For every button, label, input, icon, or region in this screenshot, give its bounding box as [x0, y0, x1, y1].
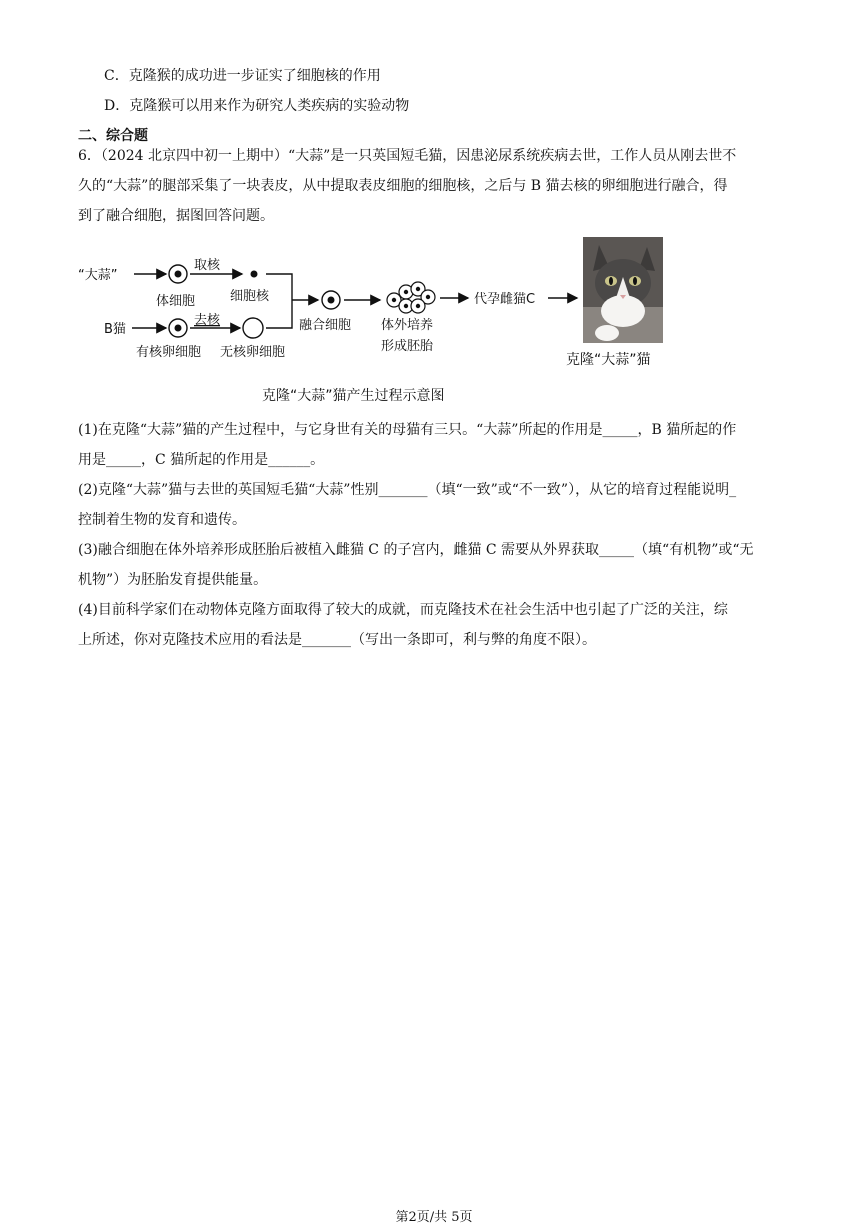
q3-line-1: (3)融合细胞在体外培养形成胚胎后被植入雌猫 C 的子宫内，雌猫 C 需要从外界获取_____（填“有机物”或“无: [78, 542, 754, 558]
label-take-nucleus: 取核: [194, 258, 221, 273]
merge-bracket: [266, 274, 292, 328]
embryo-icon: [387, 282, 435, 313]
q2-line-2: 控制着生物的发育和遗传。: [78, 512, 246, 528]
q2-line-1: (2)克隆“大蒜”猫与去世的英国短毛猫“大蒜”性别_______（填“一致”或“不一致”），从它的培育过程能说明_: [78, 482, 737, 498]
label-body-cell: 体细胞: [156, 294, 196, 309]
enucleated-egg-icon: [243, 318, 263, 338]
label-b-cat: B猫: [104, 322, 126, 337]
diagram-caption: 克隆“大蒜”猫产生过程示意图: [262, 388, 445, 404]
clone-cat-label: 克隆“大蒜”猫: [566, 352, 651, 368]
cloned-cat-photo: [583, 237, 663, 343]
label-culture-2: 形成胚胎: [381, 339, 434, 354]
question-line-2: 久的“大蒜”的腿部采集了一块表皮，从中提取表皮细胞的细胞核，之后与 B 猫去核的卵细胞进行融合，得: [78, 178, 728, 194]
page-footer: 第2页/共 5页: [395, 1210, 473, 1225]
label-nucleated-egg: 有核卵细胞: [136, 345, 202, 360]
label-surrogate: 代孕雌猫C: [474, 292, 536, 307]
label-enucleated-egg: 无核卵细胞: [220, 345, 286, 360]
q3-line-2: 机物”）为胚胎发育提供能量。: [78, 572, 268, 588]
label-dasuan: “大蒜”: [78, 268, 118, 283]
q1-line-1: (1)在克隆“大蒜”猫的产生过程中，与它身世有关的母猫有三只。“大蒜”所起的作用是_____，B 猫所起的作: [78, 422, 737, 438]
label-nucleus: 细胞核: [230, 289, 270, 304]
q1-line-2: 用是_____，C 猫所起的作用是______。: [78, 452, 325, 468]
label-culture-1: 体外培养: [381, 318, 434, 333]
q4-line-1: (4)目前科学家们在动物体克隆方面取得了较大的成就，而克隆技术在社会生活中也引起了广泛的关注，综: [78, 602, 728, 618]
question-line-1: 6．（2024 北京四中初一上期中）“大蒜”是一只英国短毛猫，因患泌尿系统疾病去世，工作人员从刚去世不: [78, 148, 737, 164]
option-d: D．克隆猴可以用来作为研究人类疾病的实验动物: [104, 98, 410, 114]
label-remove-nucleus: 去核: [194, 313, 221, 328]
option-c: C．克隆猴的成功进一步证实了细胞核的作用: [104, 68, 381, 84]
label-fused-cell: 融合细胞: [299, 318, 352, 333]
section-title: 二、综合题: [78, 128, 148, 144]
nucleus-icon: [251, 271, 258, 278]
q4-line-2: 上所述，你对克隆技术应用的看法是_______（写出一条即可，利与弊的角度不限）。: [78, 632, 596, 648]
question-line-3: 到了融合细胞，据图回答问题。: [78, 208, 274, 224]
